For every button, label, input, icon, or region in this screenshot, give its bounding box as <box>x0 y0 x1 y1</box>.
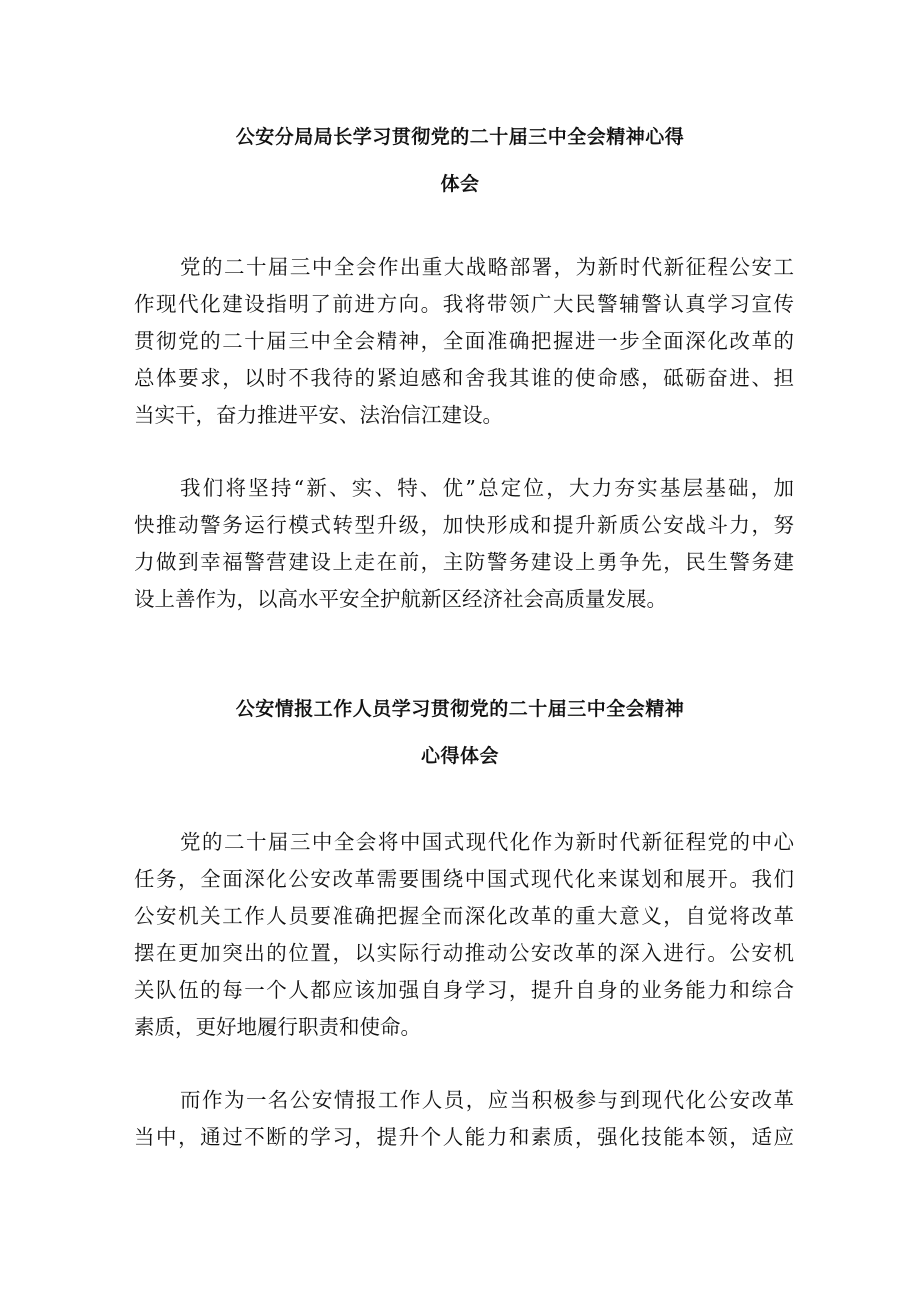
paragraph-line: 作现代化建设指明了前进方向。我将带领广大民警辅警认真学习宣传 <box>134 292 794 316</box>
article-2-paragraph-2 <box>134 1082 794 1156</box>
paragraph-line: 我们将坚持“新、实、特、优”总定位，大力夯实基层基础，加 <box>180 476 794 500</box>
paragraph-line: 素质，更好地履行职责和使命。 <box>134 1015 421 1039</box>
paragraph-line: 总体要求，以时不我待的紧迫感和舍我其谁的使命感，砥砺奋进、担 <box>134 366 794 390</box>
article-2-title-line-2: 心得体会 <box>420 745 499 767</box>
paragraph-line: 贯彻党的二十届三中全会精神，全面准确把握进一步全面深化改革的 <box>134 329 794 353</box>
article-1-title-line-2: 体会 <box>440 173 480 195</box>
article-2-title-line-1: 公安情报工作人员学习贯彻党的二十届三中全会精神 <box>235 698 685 720</box>
paragraph-line: 关队伍的每一个人都应该加强自身学习，提升自身的业务能力和综合 <box>134 978 794 1002</box>
paragraph-line: 党的二十届三中全会将中国式现代化作为新时代新征程党的中心 <box>180 830 794 854</box>
paragraph-line: 快推动警务运行模式转型升级，加快形成和提升新质公安战斗力，努 <box>134 513 794 537</box>
paragraph-line: 公安机关工作人员要准确把握全而深化改革的重大意义，自觉将改革 <box>134 904 794 928</box>
paragraph-line: 摆在更加突出的位置，以实际行动推动公安改革的深入进行。公安机 <box>134 941 794 965</box>
paragraph-line: 党的二十届三中全会作出重大战略部署，为新时代新征程公安工 <box>180 255 794 279</box>
article-1-title-line-1: 公安分局局长学习贯彻党的二十届三中全会精神心得 <box>235 126 685 148</box>
paragraph-line: 而作为一名公安情报工作人员，应当积极参与到现代化公安改革 <box>180 1088 794 1112</box>
paragraph-line: 设上善作为，以高水平安全护航新区经济社会高质量发展。 <box>134 587 667 611</box>
paragraph-line: 当实干，奋力推进平安、法治信江建设。 <box>134 403 503 427</box>
article-1-paragraph-1 <box>134 249 794 434</box>
article-1-paragraph-2 <box>134 470 794 618</box>
paragraph-line: 力做到幸福警营建设上走在前，主防警务建设上勇争先，民生警务建 <box>134 550 794 574</box>
paragraph-line: 当中，通过不断的学习，提升个人能力和素质，强化技能本领，适应 <box>134 1125 794 1149</box>
article-2-paragraph-1 <box>134 824 794 1046</box>
paragraph-line: 任务，全面深化公安改革需要围绕中国式现代化来谋划和展开。我们 <box>134 867 794 891</box>
